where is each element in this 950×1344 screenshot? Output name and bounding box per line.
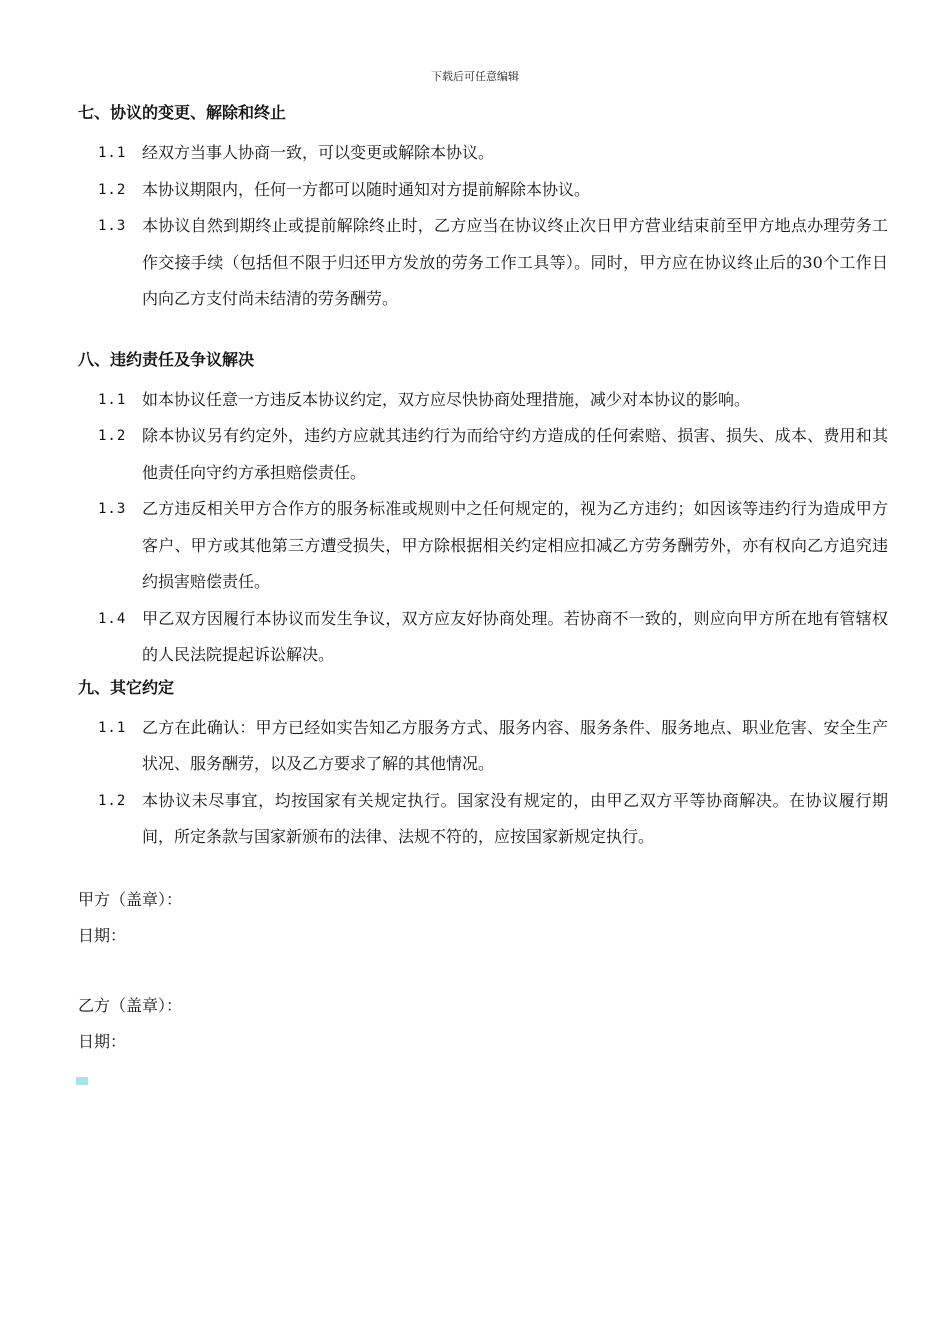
page-header: 下载后可任意编辑 bbox=[431, 70, 519, 83]
signature-spacer bbox=[78, 954, 888, 988]
section-heading: 七、协议的变更、解除和终止 bbox=[78, 103, 287, 122]
clause-number: 1.2 bbox=[98, 181, 127, 198]
clause-number: 1.2 bbox=[98, 428, 127, 444]
clause-number: 1.1 bbox=[98, 391, 127, 408]
clause bbox=[78, 208, 888, 318]
clause bbox=[78, 135, 888, 172]
section-spacer bbox=[78, 318, 888, 346]
clause-text: 本协议自然到期终止或提前解除终止时，乙方应当在协议终止次日甲方营业结束前至甲方地点办理劳务工作交接手续（包括但不限于归还甲方发放的劳务工作工具等）。同时，甲方应在协议终止后的30个工作日内向乙方支付尚未结清的劳务酬劳。 bbox=[142, 216, 888, 308]
party-b-date-label: 日期： bbox=[78, 1031, 127, 1051]
clause bbox=[78, 710, 888, 783]
signature-block bbox=[78, 882, 888, 1060]
section-other-terms bbox=[78, 674, 888, 856]
clause-number: 1.4 bbox=[98, 610, 127, 627]
agreement-body bbox=[78, 99, 888, 1060]
section-liability-disputes bbox=[78, 346, 888, 674]
clause bbox=[78, 382, 888, 419]
clause-text: 乙方违反相关甲方合作方的服务标准或规则中之任何规定的，视为乙方违约；如因该等违约行为造成甲方客户、甲方或其他第三方遭受损失，甲方除根据相关约定相应扣减乙方劳务酬劳外，亦有权向乙方追究违约损害赔偿责任。 bbox=[142, 499, 888, 591]
clause-text: 经双方当事人协商一致，可以变更或解除本协议。 bbox=[142, 143, 495, 162]
clause-number: 1.3 bbox=[98, 218, 127, 234]
clause-text: 除本协议另有约定外，违约方应就其违约行为而给守约方造成的任何索赔、损害、损失、成本、费用和其他责任向守约方承担赔偿责任。 bbox=[142, 426, 888, 482]
clause-number: 1.3 bbox=[98, 501, 127, 517]
clause-text: 本协议未尽事宜，均按国家有关规定执行。国家没有规定的，由甲乙双方平等协商解决。在协议履行期间，所定条款与国家新颁布的法律、法规不符的，应按国家新规定执行。 bbox=[142, 790, 888, 846]
clause-text: 如本协议任意一方违反本协议约定，双方应尽快协商处理措施，减少对本协议的影响。 bbox=[142, 389, 751, 409]
party-b-seal-label: 乙方（盖章）： bbox=[78, 995, 183, 1015]
clause bbox=[78, 491, 888, 601]
text-cursor-marker bbox=[76, 1077, 88, 1085]
clause-number: 1.1 bbox=[98, 719, 127, 736]
party-a-seal-label: 甲方（盖章）： bbox=[78, 889, 183, 909]
section-amendment-termination bbox=[78, 99, 888, 318]
clause-number: 1.1 bbox=[98, 145, 127, 161]
section-heading: 九、其它约定 bbox=[78, 677, 175, 697]
clause bbox=[78, 172, 888, 209]
clause-text: 甲乙双方因履行本协议而发生争议，双方应友好协商处理。若协商不一致的，则应向甲方所在地有管辖权的人民法院提起诉讼解决。 bbox=[142, 608, 888, 664]
section-heading: 八、违约责任及争议解决 bbox=[78, 349, 255, 369]
clause bbox=[78, 783, 888, 856]
clause-text: 本协议期限内，任何一方都可以随时通知对方提前解除本协议。 bbox=[142, 179, 591, 199]
clause bbox=[78, 418, 888, 491]
clause-text: 乙方在此确认：甲方已经如实告知乙方服务方式、服务内容、服务条件、服务地点、职业危害、安全生产状况、服务酬劳，以及乙方要求了解的其他情况。 bbox=[142, 717, 888, 773]
party-a-date-label: 日期： bbox=[78, 925, 127, 945]
clause-number: 1.2 bbox=[98, 792, 127, 809]
clause bbox=[78, 601, 888, 674]
